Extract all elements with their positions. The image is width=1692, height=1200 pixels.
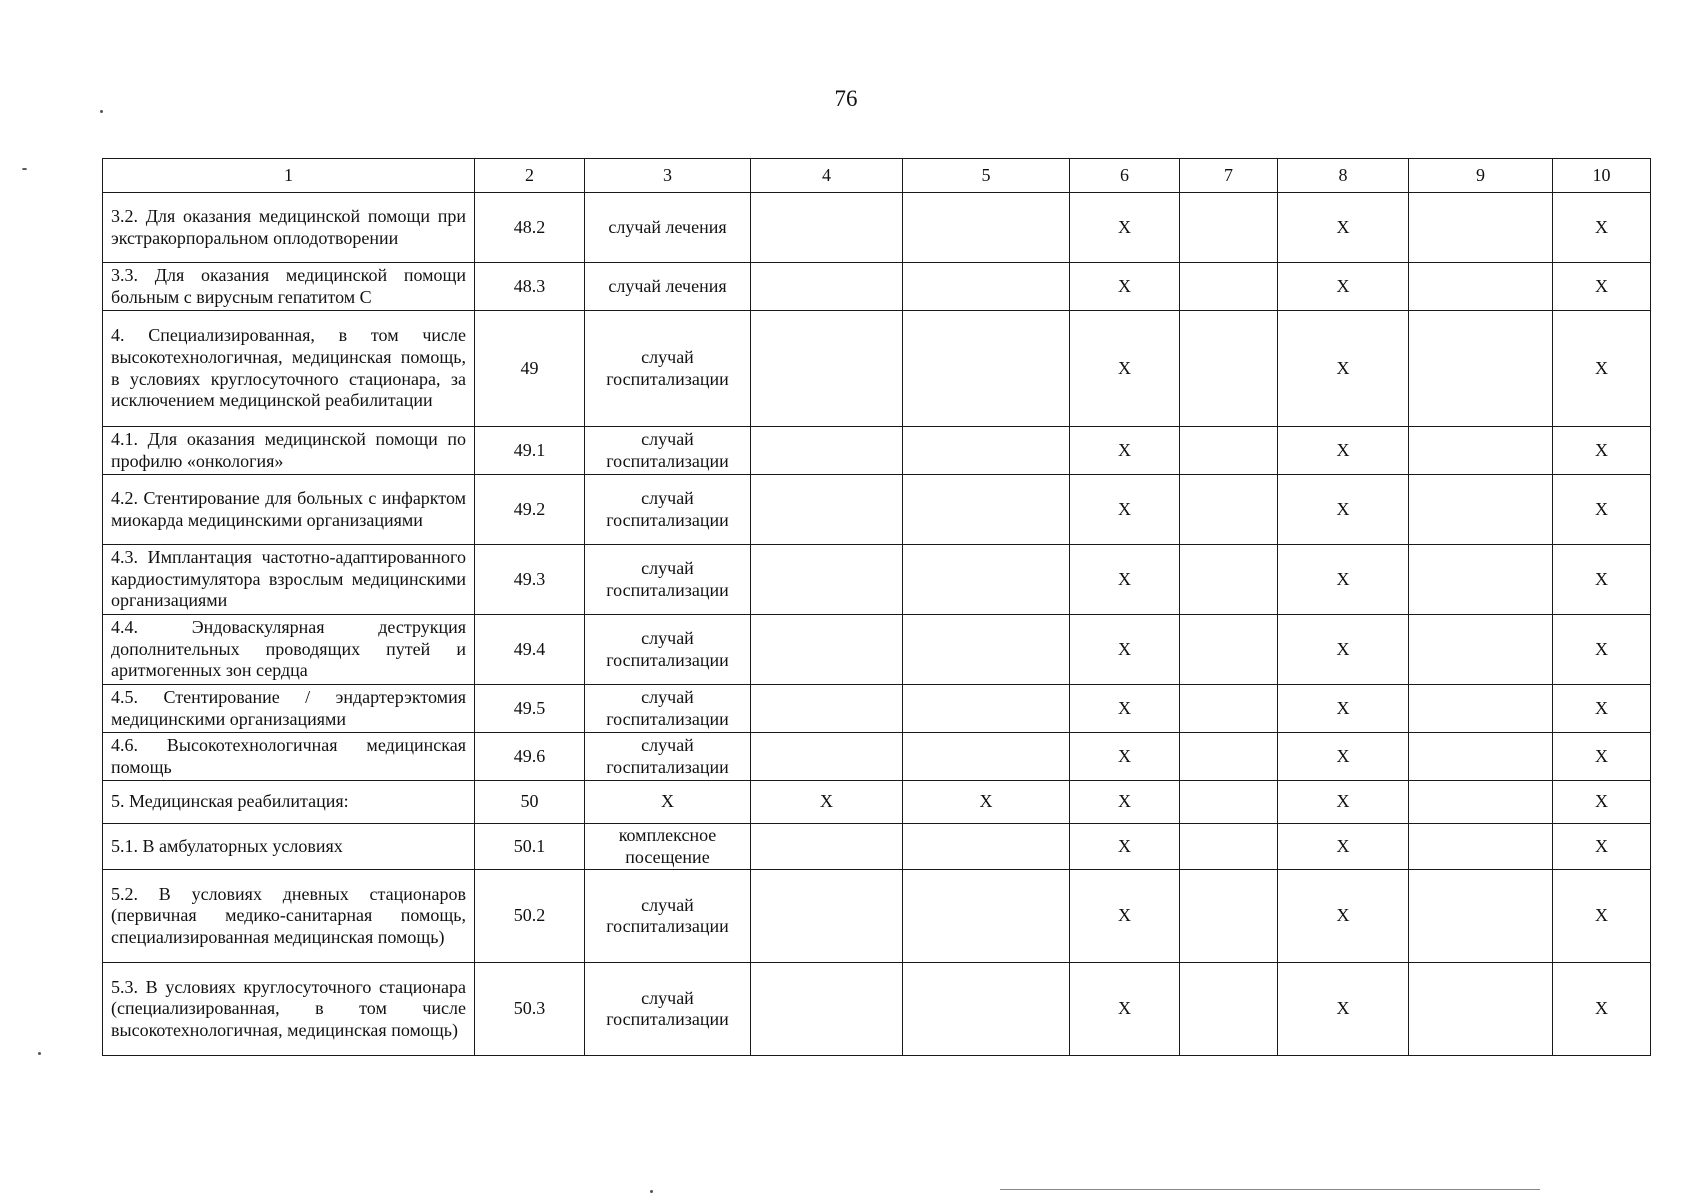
col5-cell <box>903 824 1070 870</box>
row-unit-cell: X <box>585 781 751 824</box>
col6-cell: X <box>1070 475 1180 545</box>
col4-cell <box>751 963 903 1056</box>
col6-cell: X <box>1070 963 1180 1056</box>
col8-cell: X <box>1278 870 1409 963</box>
col8-cell: X <box>1278 545 1409 615</box>
column-header: 8 <box>1278 159 1409 193</box>
row-name-cell: 4.4. Эндоваскулярная деструкция дополнительных проводящих путей и аритмогенных зон сердца <box>103 615 475 685</box>
row-unit-cell: комплексное посещение <box>585 824 751 870</box>
row-code-cell: 48.2 <box>475 193 585 263</box>
col7-cell <box>1180 963 1278 1056</box>
col5-cell <box>903 427 1070 475</box>
row-name-cell: 5.1. В амбулаторных условиях <box>103 824 475 870</box>
col4-cell <box>751 685 903 733</box>
column-header: 7 <box>1180 159 1278 193</box>
row-code-cell: 49.1 <box>475 427 585 475</box>
col9-cell <box>1409 963 1553 1056</box>
page-number: 76 <box>834 86 858 111</box>
col6-cell: X <box>1070 685 1180 733</box>
col9-cell <box>1409 475 1553 545</box>
col5-cell <box>903 870 1070 963</box>
column-header: 10 <box>1553 159 1651 193</box>
col5-cell <box>903 545 1070 615</box>
row-code-cell: 50.3 <box>475 963 585 1056</box>
row-name-cell: 4.5. Стентирование / эндартерэктомия медицинскими организациями <box>103 685 475 733</box>
row-unit-cell: случай лечения <box>585 193 751 263</box>
row-unit-cell: случай лечения <box>585 263 751 311</box>
col4-cell <box>751 615 903 685</box>
col7-cell <box>1180 545 1278 615</box>
table-row <box>103 263 1651 311</box>
table-row <box>103 311 1651 427</box>
col7-cell <box>1180 685 1278 733</box>
col8-cell: X <box>1278 685 1409 733</box>
col4-cell <box>751 475 903 545</box>
table-row <box>103 870 1651 963</box>
col9-cell <box>1409 193 1553 263</box>
col9-cell <box>1409 781 1553 824</box>
col9-cell <box>1409 870 1553 963</box>
col7-cell <box>1180 733 1278 781</box>
table-row <box>103 615 1651 685</box>
column-header: 5 <box>903 159 1070 193</box>
col9-cell <box>1409 733 1553 781</box>
col7-cell <box>1180 263 1278 311</box>
col8-cell: X <box>1278 475 1409 545</box>
col8-cell: X <box>1278 781 1409 824</box>
row-name-cell: 5.2. В условиях дневных стационаров (первичная медико-санитарная помощь, специализированная медицинская помощь) <box>103 870 475 963</box>
col8-cell: X <box>1278 193 1409 263</box>
col7-cell <box>1180 311 1278 427</box>
row-unit-cell: случай госпитализации <box>585 615 751 685</box>
table-row <box>103 733 1651 781</box>
column-header: 1 <box>103 159 475 193</box>
col9-cell <box>1409 545 1553 615</box>
col10-cell: X <box>1553 781 1651 824</box>
row-code-cell: 49.5 <box>475 685 585 733</box>
col4-cell <box>751 870 903 963</box>
row-code-cell: 49.6 <box>475 733 585 781</box>
col6-cell: X <box>1070 263 1180 311</box>
row-unit-cell: случай госпитализации <box>585 963 751 1056</box>
col10-cell: X <box>1553 475 1651 545</box>
scan-line <box>1000 1189 1540 1190</box>
data-table <box>102 158 1651 1056</box>
row-code-cell: 49 <box>475 311 585 427</box>
col8-cell: X <box>1278 733 1409 781</box>
row-unit-cell: случай госпитализации <box>585 545 751 615</box>
table-row <box>103 781 1651 824</box>
col7-cell <box>1180 475 1278 545</box>
col6-cell: X <box>1070 615 1180 685</box>
scan-speck <box>22 168 27 170</box>
scan-speck <box>650 1190 653 1193</box>
col10-cell: X <box>1553 545 1651 615</box>
col8-cell: X <box>1278 263 1409 311</box>
col9-cell <box>1409 263 1553 311</box>
col5-cell <box>903 263 1070 311</box>
col10-cell: X <box>1553 427 1651 475</box>
col4-cell <box>751 263 903 311</box>
row-code-cell: 49.3 <box>475 545 585 615</box>
col9-cell <box>1409 685 1553 733</box>
col5-cell <box>903 193 1070 263</box>
row-unit-cell: случай госпитализации <box>585 870 751 963</box>
row-name-cell: 3.3. Для оказания медицинской помощи больным с вирусным гепатитом С <box>103 263 475 311</box>
row-code-cell: 50.2 <box>475 870 585 963</box>
row-name-cell: 4.2. Стентирование для больных с инфарктом миокарда медицинскими организациями <box>103 475 475 545</box>
col8-cell: X <box>1278 824 1409 870</box>
col6-cell: X <box>1070 311 1180 427</box>
row-code-cell: 49.4 <box>475 615 585 685</box>
table-row <box>103 824 1651 870</box>
col7-cell <box>1180 193 1278 263</box>
col4-cell <box>751 193 903 263</box>
col9-cell <box>1409 311 1553 427</box>
col10-cell: X <box>1553 311 1651 427</box>
column-header: 6 <box>1070 159 1180 193</box>
col5-cell <box>903 475 1070 545</box>
col10-cell: X <box>1553 685 1651 733</box>
table-row <box>103 545 1651 615</box>
col6-cell: X <box>1070 733 1180 781</box>
table-row <box>103 427 1651 475</box>
col4-cell: X <box>751 781 903 824</box>
col6-cell: X <box>1070 824 1180 870</box>
col5-cell <box>903 963 1070 1056</box>
col9-cell <box>1409 824 1553 870</box>
col7-cell <box>1180 427 1278 475</box>
scan-speck <box>38 1052 41 1055</box>
row-unit-cell: случай госпитализации <box>585 427 751 475</box>
row-code-cell: 48.3 <box>475 263 585 311</box>
table-row <box>103 475 1651 545</box>
row-code-cell: 50 <box>475 781 585 824</box>
col10-cell: X <box>1553 870 1651 963</box>
col6-cell: X <box>1070 545 1180 615</box>
col10-cell: X <box>1553 963 1651 1056</box>
row-name-cell: 4.1. Для оказания медицинской помощи по профилю «онкология» <box>103 427 475 475</box>
table-row <box>103 193 1651 263</box>
row-code-cell: 49.2 <box>475 475 585 545</box>
col8-cell: X <box>1278 427 1409 475</box>
row-unit-cell: случай госпитализации <box>585 685 751 733</box>
column-header: 3 <box>585 159 751 193</box>
table-row <box>103 685 1651 733</box>
table-row <box>103 963 1651 1056</box>
row-unit-cell: случай госпитализации <box>585 733 751 781</box>
col4-cell <box>751 311 903 427</box>
col5-cell <box>903 685 1070 733</box>
col7-cell <box>1180 615 1278 685</box>
row-code-cell: 50.1 <box>475 824 585 870</box>
col6-cell: X <box>1070 781 1180 824</box>
col7-cell <box>1180 870 1278 963</box>
col10-cell: X <box>1553 193 1651 263</box>
row-unit-cell: случай госпитализации <box>585 475 751 545</box>
col4-cell <box>751 545 903 615</box>
row-name-cell: 5.3. В условиях круглосуточного стационара (специализированная, в том числе высокотехнологичная, медицинская помощь) <box>103 963 475 1056</box>
col5-cell <box>903 615 1070 685</box>
col9-cell <box>1409 427 1553 475</box>
col8-cell: X <box>1278 963 1409 1056</box>
col8-cell: X <box>1278 311 1409 427</box>
row-unit-cell: случай госпитализации <box>585 311 751 427</box>
row-name-cell: 5. Медицинская реабилитация: <box>103 781 475 824</box>
col10-cell: X <box>1553 615 1651 685</box>
col6-cell: X <box>1070 427 1180 475</box>
header-row <box>103 159 1651 193</box>
column-header: 9 <box>1409 159 1553 193</box>
row-name-cell: 4. Специализированная, в том числе высокотехнологичная, медицинская помощь, в условиях круглосуточного стационара, за исключением медицинской реабилитации <box>103 311 475 427</box>
col8-cell: X <box>1278 615 1409 685</box>
col5-cell <box>903 311 1070 427</box>
col7-cell <box>1180 824 1278 870</box>
col10-cell: X <box>1553 824 1651 870</box>
scan-speck <box>100 110 103 113</box>
row-name-cell: 3.2. Для оказания медицинской помощи при экстракорпоральном оплодотворении <box>103 193 475 263</box>
row-name-cell: 4.6. Высокотехнологичная медицинская помощь <box>103 733 475 781</box>
col10-cell: X <box>1553 733 1651 781</box>
col6-cell: X <box>1070 870 1180 963</box>
col5-cell <box>903 733 1070 781</box>
column-header: 4 <box>751 159 903 193</box>
col9-cell <box>1409 615 1553 685</box>
column-header: 2 <box>475 159 585 193</box>
row-name-cell: 4.3. Имплантация частотно-адаптированного кардиостимулятора взрослым медицинскими организациями <box>103 545 475 615</box>
col4-cell <box>751 824 903 870</box>
col10-cell: X <box>1553 263 1651 311</box>
col4-cell <box>751 427 903 475</box>
col6-cell: X <box>1070 193 1180 263</box>
col4-cell <box>751 733 903 781</box>
col7-cell <box>1180 781 1278 824</box>
col5-cell: X <box>903 781 1070 824</box>
